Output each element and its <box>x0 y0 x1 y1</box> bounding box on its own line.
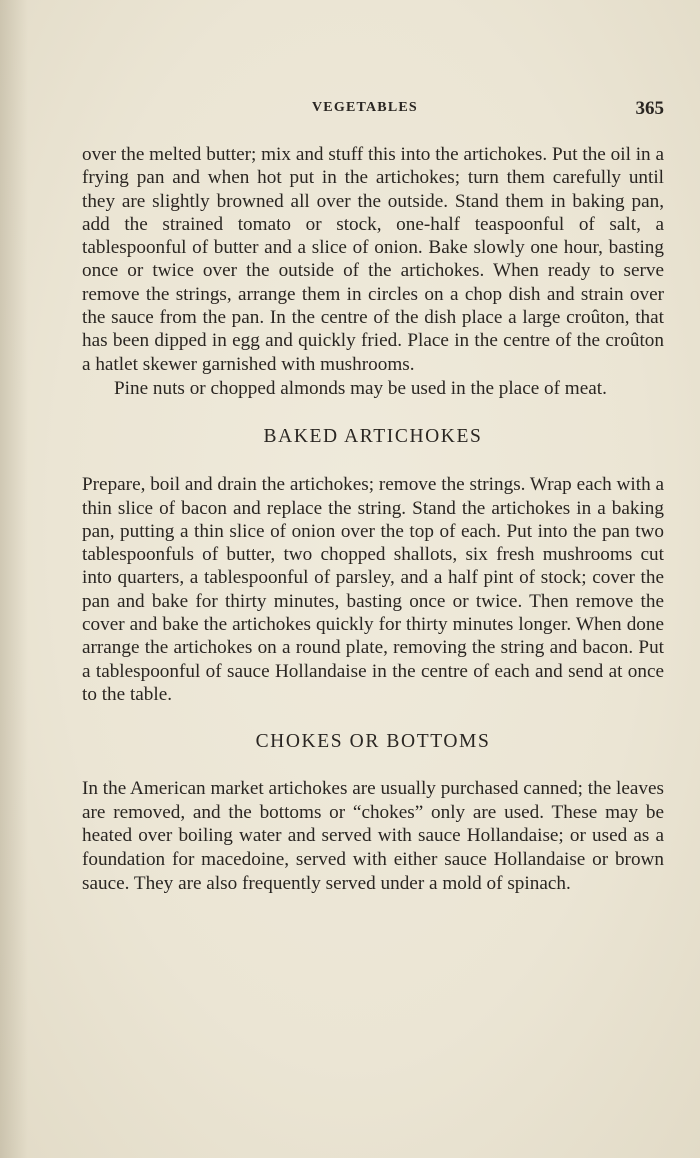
paragraph-chokes-or-bottoms: In the American market artichokes are usually purchased canned; the leaves are removed, and the bottoms or “chokes” only are used. These may be heated over boiling water and served with sauce Hollandaise; or used as a foundation for macedoine, served with either sauce Hollandaise or brown sauce. They are also frequently served under a mold of spinach. <box>82 778 664 894</box>
running-title: VEGETABLES <box>312 100 418 115</box>
page-number: 365 <box>635 98 664 119</box>
paragraph-stuffed-artichokes-continued: over the melted butter; mix and stuff this into the artichokes. Put the oil in a frying pan and when hot put in the artichokes; turn them carefully until they are slightly browned all over the outside. Stand them in baking pan, add the strained tomato or stock, one-half teaspoonful of salt, a tablespoonful of butter and a slice of onion. Bake slowly one hour, basting once or twice over the outside of the artichokes. When ready to serve remove the strings, arrange them in circles on a chop dish and strain over the sauce from the pan. In the centre of the dish place a large croûton, that has been dipped in egg and quickly fried. Place in the centre of the croûton a hatlet skewer garnished with mushrooms. <box>82 144 664 375</box>
section-heading-baked-artichokes: BAKED ARTICHOKES <box>263 426 483 448</box>
text-block <box>82 143 664 895</box>
section-heading-chokes-or-bottoms: CHOKES OR BOTTOMS <box>255 731 491 753</box>
gutter-shadow <box>0 0 28 1158</box>
paragraph-baked-artichokes: Prepare, boil and drain the artichokes; remove the strings. Wrap each with a thin slice of bacon and replace the string. Stand the artichokes in a baking pan, putting a thin slice of onion over the top of each. Put into the pan two tablespoonfuls of butter, two chopped shallots, six fresh mushrooms cut into quarters, a tablespoonful of parsley, and a half pint of stock; cover the pan and bake for thirty minutes, basting once or twice. Then remove the cover and bake the artichokes quickly for thirty minutes longer. When done arrange the artichokes on a round plate, removing the string and bacon. Put a tablespoonful of sauce Hollandaise in the centre of each and send at once to the table. <box>82 474 664 705</box>
running-head <box>82 98 664 122</box>
paragraph-pine-nuts-note: Pine nuts or chopped almonds may be used in the place of meat. <box>114 377 607 399</box>
